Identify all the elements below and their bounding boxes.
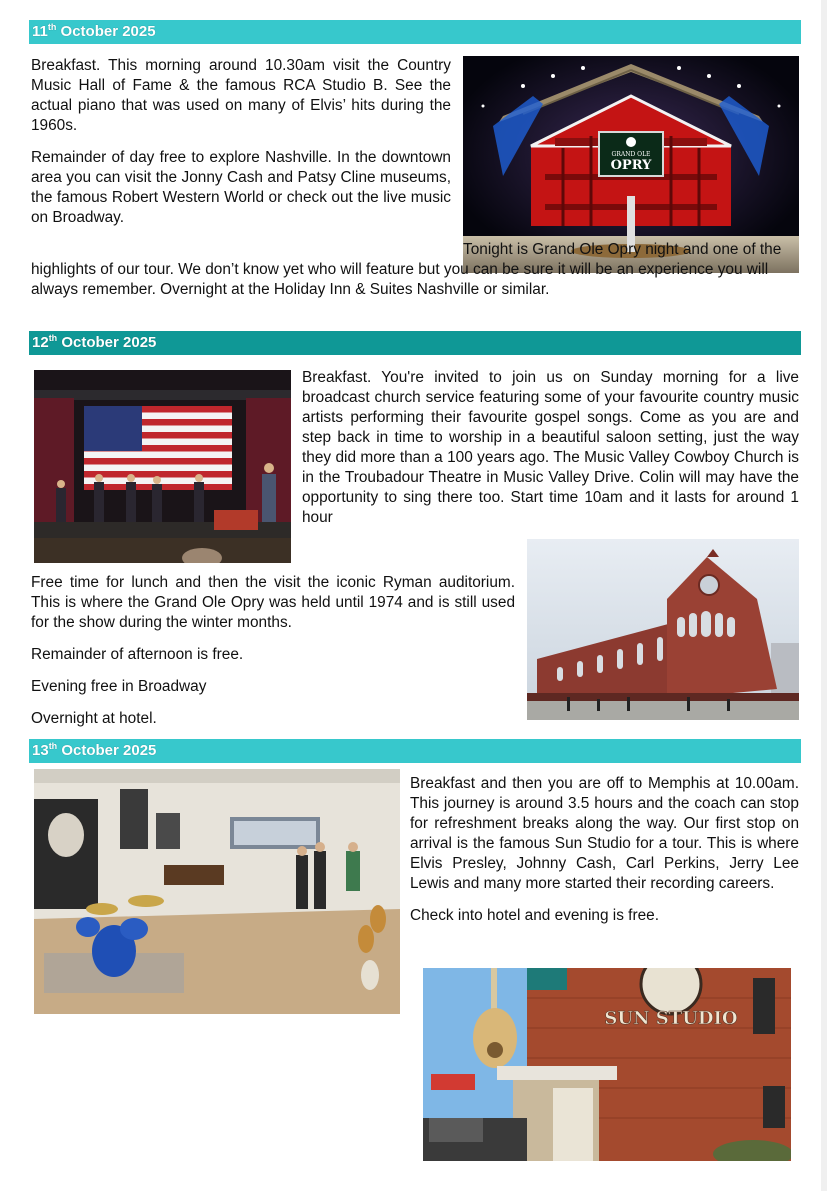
sun-studio-sign: SUN STUDIO xyxy=(604,1008,738,1029)
opry-sign-top: GRAND OLE xyxy=(611,151,651,158)
day-2-text-top xyxy=(302,368,799,540)
day-3-date-rest: October 2025 xyxy=(57,742,157,759)
day-1-paragraph-1: Breakfast. This morning around 10.30am visit the Country Music Hall of Fame & the famous RCA Studio B. See the actual piano that was used on many of Elvis’ hits during the 1960s. xyxy=(31,57,451,134)
day-2-paragraph-3: Remainder of afternoon is free. xyxy=(31,646,244,663)
cowboy-church-stage-image xyxy=(34,370,291,563)
float-spacer xyxy=(31,240,463,260)
day-2-paragraph-4: Evening free in Broadway xyxy=(31,678,207,695)
day-3-date-bar xyxy=(29,739,801,763)
day-2-paragraph-5: Overnight at hotel. xyxy=(31,710,157,727)
day-1-paragraph-3 xyxy=(31,240,799,300)
day-3-text xyxy=(410,774,799,938)
day-1-date-rest: October 2025 xyxy=(56,23,156,40)
ryman-auditorium-image xyxy=(527,539,799,720)
day-1-paragraph-3-text: Tonight is Grand Ole Opry night and one of the highlights of our tour. We don’t know yet who will feature but you can be sure it will be an experience you will always remember. Overnight at the Holiday Inn & Suites Nashville or similar. xyxy=(31,241,782,298)
day-3-paragraph-1: Breakfast and then you are off to Memphis at 10.00am. This journey is around 3.5 hours and the coach can stop for refreshment breaks along the way. Our first stop on arrival is the famous Sun Studio for a tour. This is where Elvis Presley, Johnny Cash, Carl Perkins, Jerry Lee Lewis and many more started their recording careers. xyxy=(410,775,799,892)
day-1-text xyxy=(31,56,451,240)
opry-sign-bottom: OPRY xyxy=(610,158,652,173)
day-1-date-bar xyxy=(29,20,801,44)
day-2-paragraph-2: Free time for lunch and then the visit the iconic Ryman auditorium. This is where the Grand Ole Opry was held until 1974 and is still used for the show during the winter months. xyxy=(31,574,515,631)
sun-studio-interior-image xyxy=(34,769,400,1014)
sun-studio-exterior-image xyxy=(423,968,791,1161)
day-1-paragraph-2: Remainder of day free to explore Nashville. In the downtown area you can visit the Jonny Cash and Patsy Cline museums, the famous Robert Western World or check out the live music on Broadway. xyxy=(31,149,451,226)
day-2-date-suffix: th xyxy=(48,333,58,343)
day-2-date-bar xyxy=(29,331,801,355)
day-3-date-day: 13 xyxy=(32,742,49,759)
day-1-date-suffix: th xyxy=(47,22,57,32)
page-edge xyxy=(821,0,827,1191)
day-2-date-rest: October 2025 xyxy=(57,334,157,351)
day-3-paragraph-2: Check into hotel and evening is free. xyxy=(410,907,659,924)
day-1-date-day: 11 xyxy=(32,23,48,40)
day-2-text-bottom xyxy=(31,573,515,741)
day-2-paragraph-1: Breakfast. You're invited to join us on Sunday morning for a live broadcast church service featuring some of your favourite country music artists performing their favourite gospel songs. Come as you are and step back in time to worship in a beautiful saloon setting, just the way they did more than a 100 years ago. The Music Valley Cowboy Church is in the Troubadour Theatre in Music Valley Drive. Colin will may have the opportunity to sing there too. Start time 10am and it lasts for around 1 hour xyxy=(302,369,799,526)
day-2-date-day: 12 xyxy=(32,334,49,351)
day-3-date-suffix: th xyxy=(48,741,58,751)
day-1-text-wrap xyxy=(31,240,799,312)
